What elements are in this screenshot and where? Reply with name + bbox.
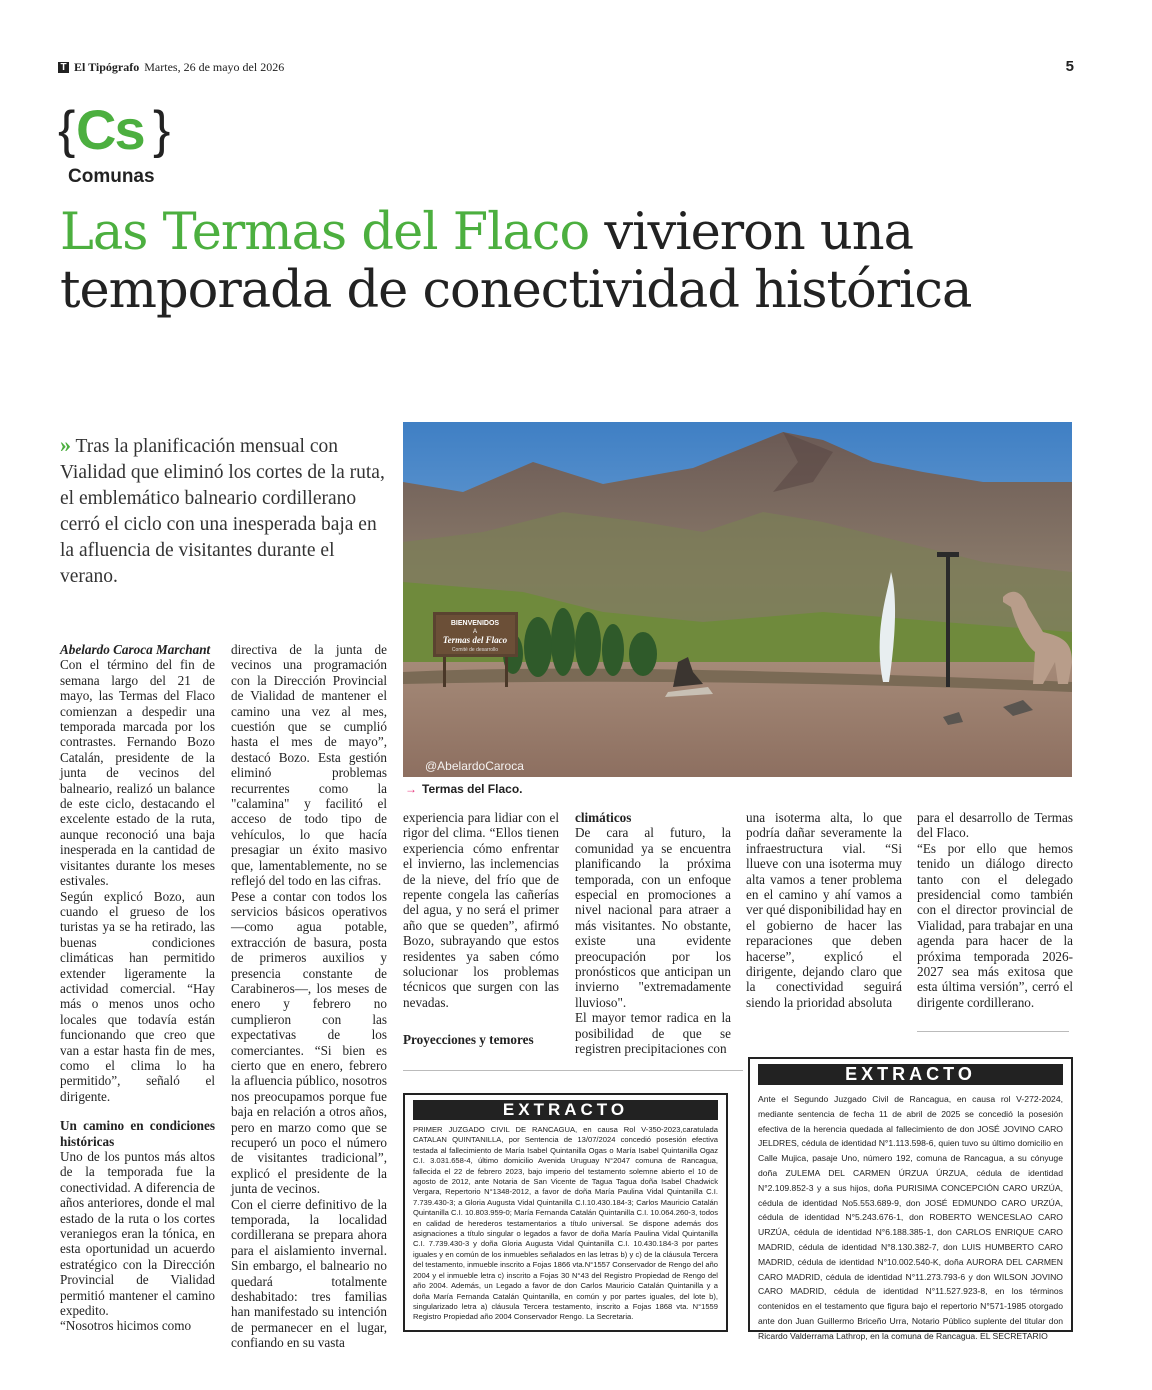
paragraph: directiva de la junta de vecinos una programación con la Dirección Provincial de Vialidad de mantener el camino una vez al mes, cuestión que se cumplió hasta el mes de mayo”, destacó Bozo. Esta gestión eliminó problemas recurrentes como la "calamina" y facilitó el acceso de todo tipo de vehículos, lo que hacía presagiar un éxito masivo que, lamentablemente, no se reflejó del todo en las cifras. [231, 642, 387, 889]
extracto-text: Ante el Segundo Juzgado Civil de Rancagua, en causa rol V-272-2024, mediante sentencia de fecha 11 de abril de 2025 se concedió la posesión efectiva de la herencia quedada al fallecimiento de don JOSÉ JOVINO CARO JELDRES, cédula de identidad N°1.113.598-6, quien tuvo su último domicilio en Calle Mujica, pasaje Uno, número 192, comuna de Rancagua, a su cónyuge doña ZULEMA DEL CARMEN ÚRZUA ÚRZUA, cédula de identidad N°2.109.852-3 y a sus hijos, doña PURISIMA CONCEPCIÓN CARO URZÚA, cédula de identidad No5.553.689-9, don JOSÉ EDMUNDO CARO URZÚA, cédula de identidad N°5.243.676-1, don ROBERTO WENCESLAO CARO URZÚA, cédula de identidad N°6.188.385-1, don CARLOS ENRIQUE CARO MADRID, cédula de identidad N°8.130.382-7, don LUIS HUMBERTO CARO MADRID, cédula de identidad N°10.002.540-K, doña AURORA DEL CARMEN CARO MADRID, cédula de identidad N°11.273.793-6 y don WILSON JOVINO CARO MADRID, cédula de identidad N°11.527.923-8, en los términos contenidos en el testamento que figura bajo el repertorio N°571-1985 otorgado ante don Juan Guillermo Briceño Urra, Notario Público suplente del titular don Ricardo Valderrama Lathrop, en la comuna de Rancagua. EL SECRETARIO [758, 1094, 1063, 1341]
extracto-notice-1 [403, 1093, 728, 1332]
extracto-notice-2 [748, 1057, 1073, 1341]
landscape-photo [403, 422, 1072, 777]
paragraph: experiencia para lidiar con el rigor del clima. “Ellos tienen experiencia cómo enfrentar el invierno, las inclemencias de la nieve, del frío que de repente congela las cañerías del agua, y no será el primer año que se queden”, afirmó Bozo, subrayando que estos residentes ya saben cómo solucionar los problemas técnicos que surgen con las nevadas. [403, 810, 559, 1010]
paragraph: El mayor temor radica en la posibilidad de que se registren precipitaciones con [575, 1010, 731, 1057]
extracto-text: PRIMER JUZGADO CIVIL DE RANCAGUA, en causa Rol V-350-2023,caratulada CATALAN QUINTANILLA, por Sentencia de 13/07/2024 concedió posesión efectiva testada al fallecimiento de María Isabel Quintanilla Ogas o María Isabel Quintanilla Ogaz C.I. 3.031.658-4, último domicilio Avenida Uruguay N°2047 comuna de Rancagua, fallecida el 22 de febrero 2023, bajo imperio del testamento solemne abierto el 10 de agosto de 2012, ante Notaria de San Vicente de Tagua Tagua doña Isabel Chadwick Vergara, Repertorio N°1348-2012, a favor de doña María Paulina Vidal Quintanilla C.I. 7.739.430-3; a Gloria Augusta Vidal Quintanilla C.I.10.430.184-3; Carlos Mauricio Catalán Quintanilla C.I. 10.803.959-0; María Fernanda Catalán Quintanilla C.I. 10.064.260-3, todos en calidad de herederos testamentarios a título universal. Se dispone además dos asignaciones a título singular o legados a favor de doña María Paulina Vidal Quintanilla C.I. 7.739.430-3 y doña Gloria Augusta Vidal Quintanilla C.I. 10.430.184-3 por partes iguales y en común de los inmuebles señalados en las letras b) y c) de la cláusula Tercera del testamento, inmueble inscrito a Fojas 1866 vta.N°1557 Conservador de Rengo del año 2004 y el inmueble letra c) inscrito a Fojas 30 N°43 del Registro Propiedad de Rengo del año 2004. Además, un Legado a favor de don Carlos Mauricio Catalán Quintanilla y a doña María Fernanda Catalán Quintanilla, en común y por partes iguales, del lote b), singularizado letra a) cláusula Tercera testamento, inscrito a Fojas 1868 vta. N°1559 Registro Propiedad año 2004 Conservador Rengo. La Secretaria. [413, 1125, 718, 1322]
paragraph: Con el cierre definitivo de la temporada, la localidad cordillerana se prepara ahora para el aislamiento invernal. Sin embargo, el balneario no quedará totalmente deshabitado: tres familias han manifestado su intención de permanecer en el lugar, confiando en su vasta [231, 1196, 387, 1351]
byline: Abelardo Caroca Marchant [60, 642, 211, 657]
article-column-2 [231, 642, 387, 1351]
article-photo [403, 422, 1072, 777]
sign-text-3: Termas del Flaco [442, 635, 508, 645]
publication-name: El Tipógrafo [74, 60, 140, 74]
paragraph: “Nosotros hicimos como [60, 1318, 192, 1334]
paragraph: para el desarrollo de Termas del Flaco. [917, 810, 1073, 841]
paragraph: Pese a contar con todos los servicios básicos operativos —como agua potable, extracción de basura, posta de primeros auxilios y presencia constante de Carabineros—, los meses de enero y febrero no cumplieron con las expectativas de los comerciantes. “Si bien es cierto que en enero, febrero la afluencia público, nosotros nos preocupamos porque fue baja en relación a otros años, pero en marzo como que se recuperó un poco el número de visitantes tradicional”, explicó el presidente de la junta de vecinos. [231, 888, 387, 1197]
paragraph: Uno de los puntos más altos de la temporada fue la conectividad. A diferencia de años anteriores, donde el mal estado de la ruta o los cortes veraniegos eran la tónica, en esta oportunidad un acuerdo estratégico con la Dirección Provincial de Vialidad permitió mantener el camino expedito. [60, 1149, 215, 1319]
publication-logo-icon: T [58, 62, 69, 73]
section-label: Comunas [68, 166, 155, 187]
paragraph: De cara al futuro, la comunidad ya se encuentra planificando la próxima temporada, con un enfoque especial en promociones a nivel nacional para atraer a más visitantes. No obstante, existe una evidente preocupación por los pronósticos que anticipan un invierno "extremadamente lluvioso". [575, 825, 731, 1010]
lead-text: Tras la planificación mensual con Vialidad que eliminó los cortes de la ruta, el emblemático balneario cordillerano cerró el ciclo con una inesperada baja en la afluencia de visitantes durante el verano. [60, 436, 385, 587]
section-badge [58, 100, 188, 190]
extracto-title: EXTRACTO [758, 1064, 1063, 1085]
paragraph: Según explicó Bozo, aun cuando el grueso de los turistas ya se ha retirado, las buenas condiciones climáticas han permitido extender ligeramente la actividad comercial. “Hay más o menos unos ocho locales que todavía están funcionando que creo que van a estar hasta fin de mes, como el clima lo ha permitido”, señaló el dirigente. [60, 888, 215, 1104]
paragraph: Con el término del fin de semana largo del 21 de mayo, las Termas del Flaco comienzan a despedir una temporada marcada por los contrastes. Fernando Bozo Catalán, presidente de la junta de vecinos del balneario, realizó un balance de este ciclo, destacando el excelente estado de la ruta, aunque reconoció una baja inesperada en la cantidad de visitantes durante los meses estivales. [60, 657, 215, 889]
article-column-5 [746, 810, 902, 1010]
paragraph: una isoterma alta, lo que podría dañar severamente la infraestructura vial. “Si llueve con una isoterma muy alta vamos a tener problema en el camino y ahí vamos a ver qué disponibilidad hay en el gobierno de hacer las reparaciones que deben hacerse”, explicó el dirigente, dejando claro que la conectividad seguirá siendo la prioridad absoluta [746, 810, 903, 1010]
divider [403, 1070, 743, 1071]
publication-date: Martes, 26 de mayo del 2026 [144, 60, 285, 74]
photo-caption [405, 782, 522, 796]
paragraph: “Es por ello que hemos tenido un diálogo directo tanto con el delegado presidencial como también con el director provincial de Vialidad, para trabajar en una agenda para hacer de la próxima temporada 2026-2027 sea más exitosa que esta última versión”, cerró el dirigente cordillerano. [917, 840, 1073, 1010]
sign-text-4: Comité de desarrollo [451, 647, 499, 653]
headline-rest: vivieron una temporada de conectividad histórica [60, 203, 972, 320]
section-brace-open: { [58, 101, 76, 159]
lead-paragraph [60, 432, 390, 590]
headline [60, 204, 1100, 320]
sign-text-2: A [472, 629, 478, 635]
divider [917, 1031, 1069, 1032]
subheading-continued: climáticos [575, 810, 632, 825]
caption-text: Termas del Flaco. [422, 782, 523, 796]
article-column-4 [575, 810, 731, 1057]
photo-credit: @AbelardoCaroca [425, 759, 524, 773]
headline-highlight: Las Termas del Flaco [60, 203, 590, 262]
publication-header [58, 60, 284, 75]
caption-arrow-icon: → [405, 782, 417, 796]
subheading: Un camino en condiciones históricas [60, 1118, 215, 1149]
lead-marker: » [60, 432, 71, 457]
section-brace-close: } [153, 101, 171, 159]
article-column-3 [403, 810, 559, 1048]
extracto-title: EXTRACTO [413, 1100, 718, 1120]
page-number: 5 [1065, 58, 1074, 75]
article-column-6 [917, 810, 1073, 1010]
article-column-1 [60, 642, 215, 1334]
section-code: Cs [76, 98, 144, 161]
sign-text-1: BIENVENIDOS [450, 620, 500, 627]
subheading: Proyecciones y temores [403, 1032, 534, 1048]
